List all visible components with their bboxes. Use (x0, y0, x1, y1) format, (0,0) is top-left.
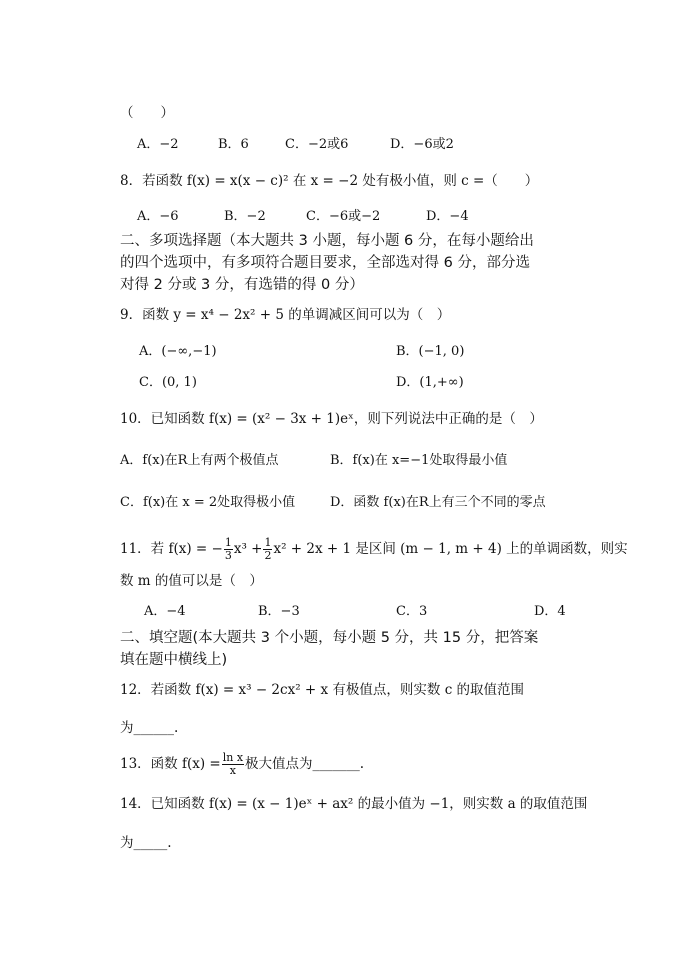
q10-stem: 10．已知函数 f(x) = (x² − 3x + 1)eˣ，则下列说法中正确的是（ ） (120, 411, 543, 427)
q7-option-a: A．−2 (137, 137, 179, 152)
q10-option-c: C．f(x)在 x = 2处取得极小值 (120, 495, 296, 510)
q8-option-a: A．−6 (137, 209, 179, 224)
q9-stem: 9．函数 y = x⁴ − 2x² + 5 的单调减区间可以为（ ） (120, 307, 451, 323)
q10-option-d: D．函数 f(x)在R上有三个不同的零点 (330, 495, 546, 510)
q13-stem (120, 751, 364, 777)
q9-option-d: D．(1,+∞) (396, 375, 464, 390)
q11-stem-line2: 数 m 的值可以是（ ） (120, 573, 263, 589)
q11-frac2-numerator: 1 (264, 536, 272, 549)
q8-option-b: B．−2 (224, 209, 266, 224)
q7-stem-tail: （ ） (120, 105, 174, 121)
q9-option-a: A．(−∞,−1) (139, 344, 217, 359)
q11-stem-mid: x³ + (233, 541, 263, 557)
section3-header-line2: 填在题中横线上) (120, 652, 228, 668)
q8-option-d: D．−4 (426, 209, 469, 224)
q8-option-c: C．−6或−2 (306, 209, 381, 224)
q11-option-a: A．−4 (144, 604, 186, 619)
q9-option-c: C．(0, 1) (139, 375, 197, 390)
q8-stem: 8．若函数 f(x) = x(x − c)² 在 x = −2 处有极小值，则 c =（ ） (120, 173, 539, 189)
q11-fraction-one-half (263, 537, 272, 562)
q9-option-b: B．(−1, 0) (396, 344, 465, 359)
q7-option-c: C．−2或6 (285, 137, 349, 152)
section2-header-line2: 的四个选项中，有多项符合题目要求，全部选对得 6 分，部分选 (120, 255, 530, 271)
q13-frac-numerator: ln x (222, 751, 244, 764)
q13-fraction-lnx-over-x (222, 752, 244, 777)
section3-header-line1: 二、填空题(本大题共 3 个小题，每小题 5 分，共 15 分，把答案 (120, 630, 539, 646)
q11-option-d: D．4 (534, 604, 566, 619)
q11-frac1-numerator: 1 (224, 536, 232, 549)
q11-frac1-denominator: 3 (224, 549, 232, 562)
q13-stem-prefix: 13．函数 f(x) = (120, 756, 221, 772)
q11-option-c: C．3 (396, 604, 428, 619)
q13-stem-suffix: 极大值点为_______. (245, 756, 365, 772)
q10-option-a: A．f(x)在R上有两个极值点 (120, 453, 279, 468)
q11-stem (120, 536, 628, 562)
q13-frac-denominator: x (229, 764, 236, 777)
q11-stem-suffix: x² + 2x + 1 是区间 (m − 1, m + 4) 上的单调函数，则实 (273, 541, 628, 557)
q11-stem-prefix: 11．若 f(x) = − (120, 541, 223, 557)
q7-option-d: D．−6或2 (390, 137, 454, 152)
q12-stem: 12．若函数 f(x) = x³ − 2cx² + x 有极值点，则实数 c 的取值范围 (120, 682, 525, 698)
q7-option-b: B．6 (218, 137, 249, 152)
q12-answer-line: 为______. (120, 720, 179, 736)
section2-header-line3: 对得 2 分或 3 分，有选错的得 0 分） (120, 277, 364, 293)
q11-frac2-denominator: 2 (264, 549, 272, 562)
q14-answer-line: 为_____. (120, 835, 172, 851)
q14-stem: 14．已知函数 f(x) = (x − 1)eˣ + ax² 的最小值为 −1，则实数 a 的取值范围 (120, 796, 588, 812)
q10-option-b: B．f(x)在 x=−1处取得最小值 (330, 453, 508, 468)
section2-header-line1: 二、多项选择题（本大题共 3 小题，每小题 6 分，在每小题给出 (120, 233, 534, 249)
q11-fraction-one-third (224, 537, 233, 562)
q11-option-b: B．−3 (258, 604, 300, 619)
